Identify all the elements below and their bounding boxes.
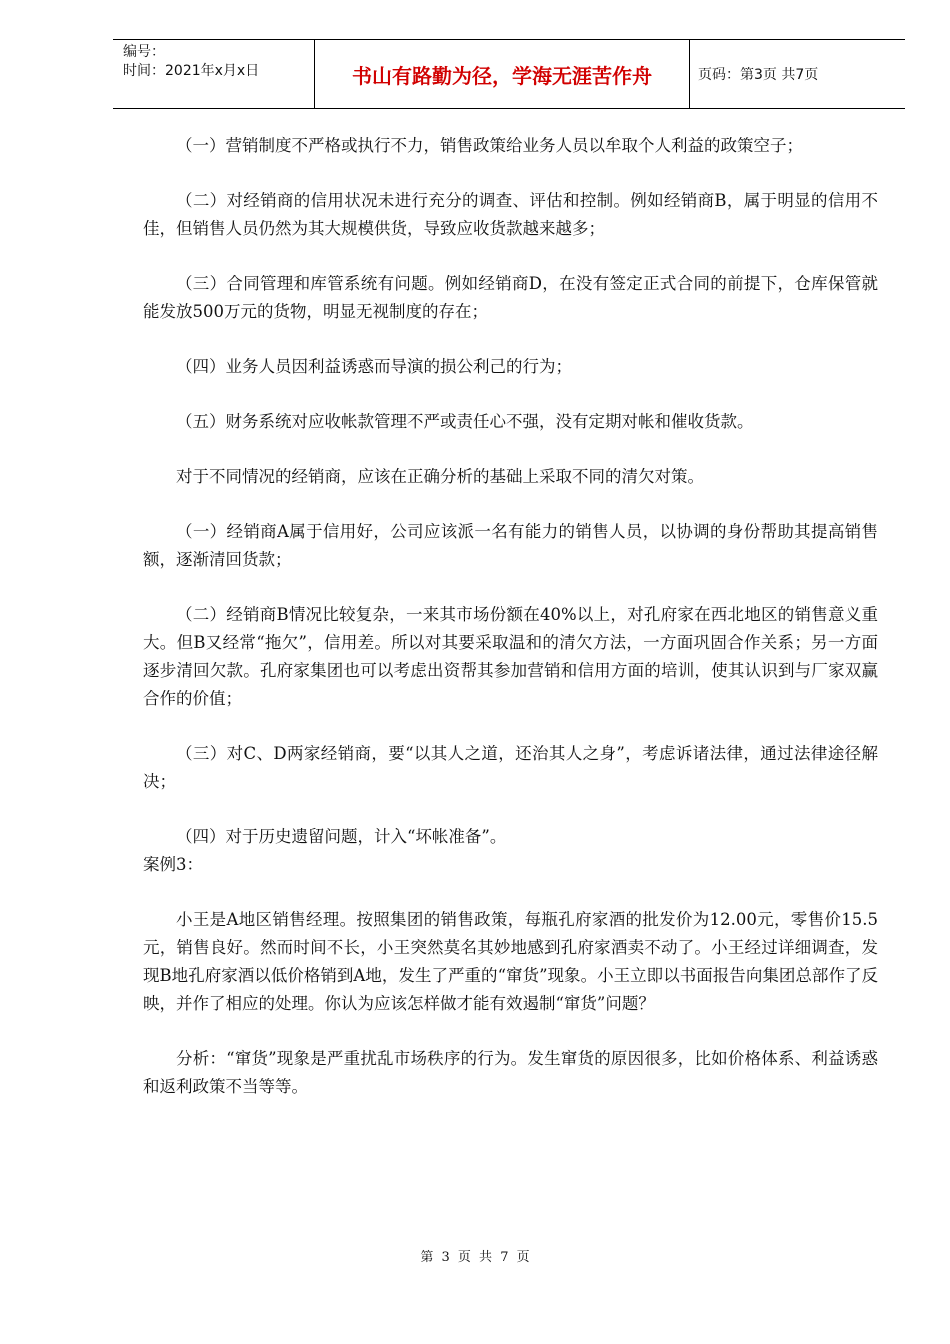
header-meta: [113, 40, 315, 108]
paragraph: （二）经销商B情况比较复杂，一来其市场份额在40%以上，对孔府家在西北地区的销售意义重大。但B又经常“拖欠”，信用差。所以对其要采取温和的清欠方法，一方面巩固合作关系；另一方面逐步清回欠款。孔府家集团也可以考虑出资帮其参加营销和信用方面的培训，使其认识到与厂家双赢合作的价值；: [143, 605, 878, 708]
time-label: 时间：2021年x月x日: [123, 63, 260, 79]
paragraph: （五）财务系统对应收帐款管理不严或责任心不强，没有定期对帐和催收货款。: [176, 412, 754, 431]
paragraph: （四）业务人员因利益诱惑而导演的损公利己的行为；: [176, 357, 572, 376]
number-label: 编号：: [123, 44, 165, 60]
paragraph: （一）营销制度不严格或执行不力，销售政策给业务人员以牟取个人利益的政策空子；: [176, 136, 803, 155]
paragraph: （三）对C、D两家经销商，要“以其人之道，还治其人之身”，考虑诉诸法律，通过法律途径解决；: [143, 744, 878, 791]
paragraph: （一）经销商A属于信用好，公司应该派一名有能力的销售人员，以协调的身份帮助其提高销售额，逐渐清回货款；: [143, 522, 878, 569]
page-footer: 第 3 页 共 7 页: [420, 1250, 530, 1265]
case-title: 案例3：: [143, 855, 203, 874]
header-motto: 书山有路勤为径，学海无涯苦作舟: [352, 63, 652, 88]
paragraph: （二）对经销商的信用状况未进行充分的调查、评估和控制。例如经销商B，属于明显的信用不佳，但销售人员仍然为其大规模供货，导致应收货款越来越多；: [143, 191, 878, 238]
page-header: [113, 39, 905, 109]
header-motto-cell: [315, 40, 690, 108]
paragraph: （三）合同管理和库管系统有问题。例如经销商D，在没有签定正式合同的前提下，仓库保管就能发放500万元的货物，明显无视制度的存在；: [143, 274, 878, 321]
paragraph: （四）对于历史遗留问题，计入“坏帐准备”。: [176, 827, 507, 846]
header-page-info: 页码：第3页 共7页: [698, 67, 819, 83]
document-body: [143, 132, 878, 1128]
paragraph: 对于不同情况的经销商，应该在正确分析的基础上采取不同的清欠对策。: [176, 467, 704, 486]
case-paragraph: 分析：“窜货”现象是严重扰乱市场秩序的行为。发生窜货的原因很多，比如价格体系、利益诱惑和返利政策不当等等。: [143, 1049, 878, 1096]
case-paragraph: 小王是A地区销售经理。按照集团的销售政策，每瓶孔府家酒的批发价为12.00元，零售价15.5元，销售良好。然而时间不长，小王突然莫名其妙地感到孔府家酒卖不动了。小王经过详细调查，发现B地孔府家酒以低价格销到A地，发生了严重的“窜货”现象。小王立即以书面报告向集团总部作了反映，并作了相应的处理。你认为应该怎样做才能有效遏制“窜货”问题？: [143, 910, 878, 1013]
